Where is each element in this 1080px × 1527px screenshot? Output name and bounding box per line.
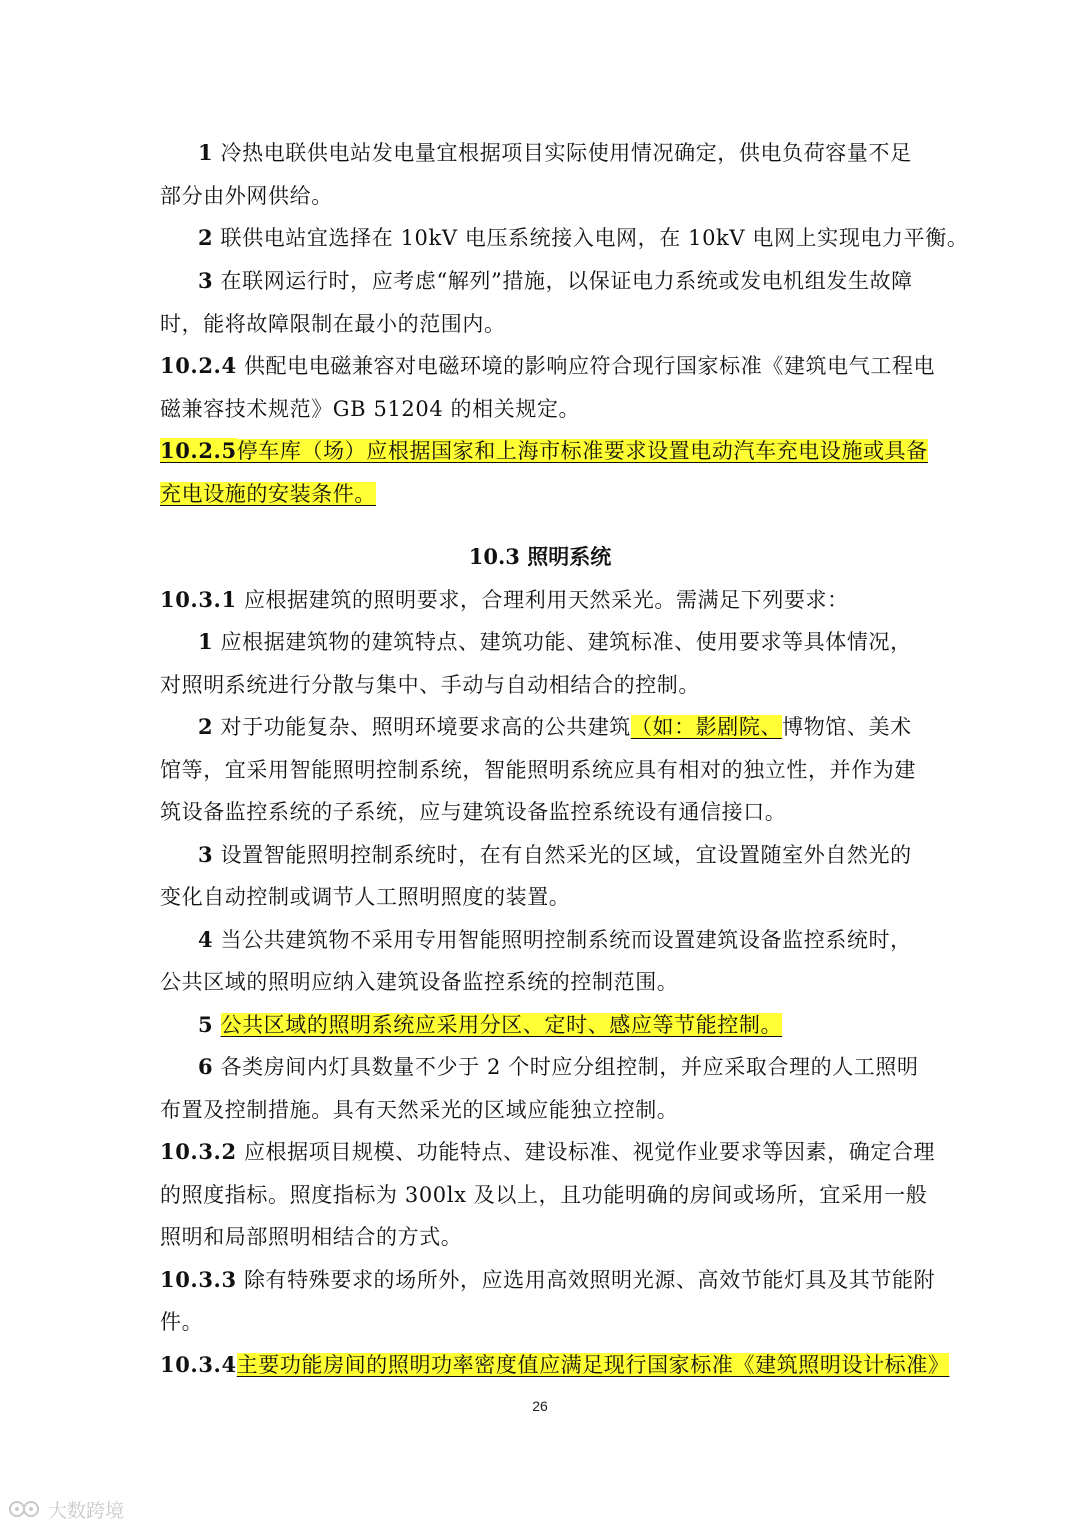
item-number: 3 — [198, 842, 214, 867]
text-line — [160, 181, 920, 211]
text-line — [198, 1052, 920, 1082]
text-line — [198, 712, 920, 742]
text-line — [160, 351, 936, 381]
text-line — [160, 1222, 920, 1252]
text-line — [198, 840, 920, 870]
watermark — [8, 1496, 124, 1522]
text-run: 设置智能照明控制系统时，在有自然采光的区域，宜设置随室外自然光的 — [213, 843, 912, 867]
highlighted-text: 停车库（场）应根据国家和上海市标准要求设置电动汽车充电设施或具备 — [236, 439, 928, 463]
text-line — [160, 309, 920, 339]
text-run: 变化自动控制或调节人工照明照度的装置。 — [160, 885, 571, 909]
highlighted-text: 公共区域的照明系统应采用分区、定时、感应等节能控制。 — [220, 1013, 783, 1037]
clause-number: 10.3.2 — [160, 1139, 237, 1164]
text-run: 冷热电联供电站发电量宜根据项目实际使用情况确定，供电负荷容量不足 — [213, 141, 912, 165]
highlighted-text: 充电设施的安装条件。 — [160, 482, 376, 506]
text-line — [160, 1137, 936, 1167]
text-line — [160, 967, 920, 997]
text-run: 应根据项目规模、功能特点、建设标准、视觉作业要求等因素，确定合理 — [236, 1140, 936, 1164]
text-line — [198, 223, 969, 253]
text-line — [160, 797, 920, 827]
item-number: 4 — [198, 927, 214, 952]
item-number: 1 — [198, 629, 214, 654]
watermark-logo-icon — [8, 1498, 42, 1520]
text-run: 件。 — [160, 1310, 204, 1334]
highlighted-text: 主要功能房间的照明功率密度值应满足现行国家标准《建筑照明设计标准》 — [236, 1353, 950, 1377]
item-number: 2 — [198, 714, 214, 739]
text-line — [160, 585, 920, 615]
text-run: 筑设备监控系统的子系统，应与建筑设备监控系统设有通信接口。 — [160, 800, 787, 824]
text-line — [160, 436, 928, 466]
clause-number: 10.2.4 — [160, 353, 237, 378]
text-run: 应根据建筑的照明要求，合理利用天然采光。需满足下列要求： — [236, 588, 849, 612]
text-run: 部分由外网供给。 — [160, 184, 333, 208]
text-line — [198, 925, 920, 955]
text-line — [160, 1180, 928, 1210]
text-line — [160, 1350, 950, 1380]
section-heading: 10.3 照明系统 — [468, 544, 612, 569]
text-line — [160, 1095, 920, 1125]
text-line — [198, 138, 920, 168]
text-line — [198, 1010, 920, 1040]
text-line — [160, 755, 920, 785]
clause-number: 10.3.1 — [160, 587, 237, 612]
text-run: 馆等，宜采用智能照明控制系统，智能照明系统应具有相对的独立性，并作为建 — [160, 758, 916, 782]
text-run: 的照度指标。照度指标为 300lx 及以上，且功能明确的房间或场所，宜采用一般 — [160, 1183, 928, 1207]
text-line — [160, 1307, 920, 1337]
text-run: 照明和局部照明相结合的方式。 — [160, 1225, 463, 1249]
text-run: 时，能将故障限制在最小的范围内。 — [160, 312, 506, 336]
item-number: 3 — [198, 268, 214, 293]
watermark-text: 大数跨境 — [48, 1499, 125, 1522]
text-line — [160, 882, 920, 912]
highlighted-text: （如：影剧院、 — [630, 715, 783, 739]
text-line — [198, 627, 920, 657]
text-run: 应根据建筑物的建筑特点、建筑功能、建筑标准、使用要求等具体情况， — [213, 630, 912, 654]
text-run: 磁兼容技术规范》GB 51204 的相关规定。 — [160, 397, 581, 421]
text-run: 对于功能复杂、照明环境要求高的公共建筑 — [213, 715, 631, 739]
clause-number: 10.2.5 — [160, 438, 237, 463]
clause-number: 10.3.4 — [160, 1352, 237, 1377]
item-number: 2 — [198, 225, 214, 250]
text-run: 联供电站宜选择在 10kV 电压系统接入电网，在 10kV 电网上实现电力平衡。 — [213, 226, 969, 250]
text-run: 当公共建筑物不采用专用智能照明控制系统而设置建筑设备监控系统时， — [213, 928, 912, 952]
item-number: 5 — [198, 1012, 214, 1037]
page-number: 26 — [532, 1398, 548, 1414]
text-line — [160, 394, 920, 424]
text-run: 博物馆、美术 — [782, 715, 912, 739]
text-run: 对照明系统进行分散与集中、手动与自动相结合的控制。 — [160, 673, 700, 697]
text-run: 布置及控制措施。具有天然采光的区域应能独立控制。 — [160, 1098, 679, 1122]
text-run: 各类房间内灯具数量不少于 2 个时应分组控制，并应采取合理的人工照明 — [213, 1055, 919, 1079]
item-number: 6 — [198, 1054, 214, 1079]
text-run: 除有特殊要求的场所外，应选用高效照明光源、高效节能灯具及其节能附 — [236, 1268, 936, 1292]
text-run: 公共区域的照明应纳入建筑设备监控系统的控制范围。 — [160, 970, 679, 994]
text-line — [160, 670, 920, 700]
item-number: 1 — [198, 140, 214, 165]
text-run: 在联网运行时，应考虑“解列”措施，以保证电力系统或发电机组发生故障 — [213, 269, 913, 293]
text-line — [160, 1265, 936, 1295]
clause-number: 10.3.3 — [160, 1267, 237, 1292]
text-line — [160, 479, 920, 509]
text-line — [198, 266, 920, 296]
text-run: 供配电电磁兼容对电磁环境的影响应符合现行国家标准《建筑电气工程电 — [236, 354, 936, 378]
